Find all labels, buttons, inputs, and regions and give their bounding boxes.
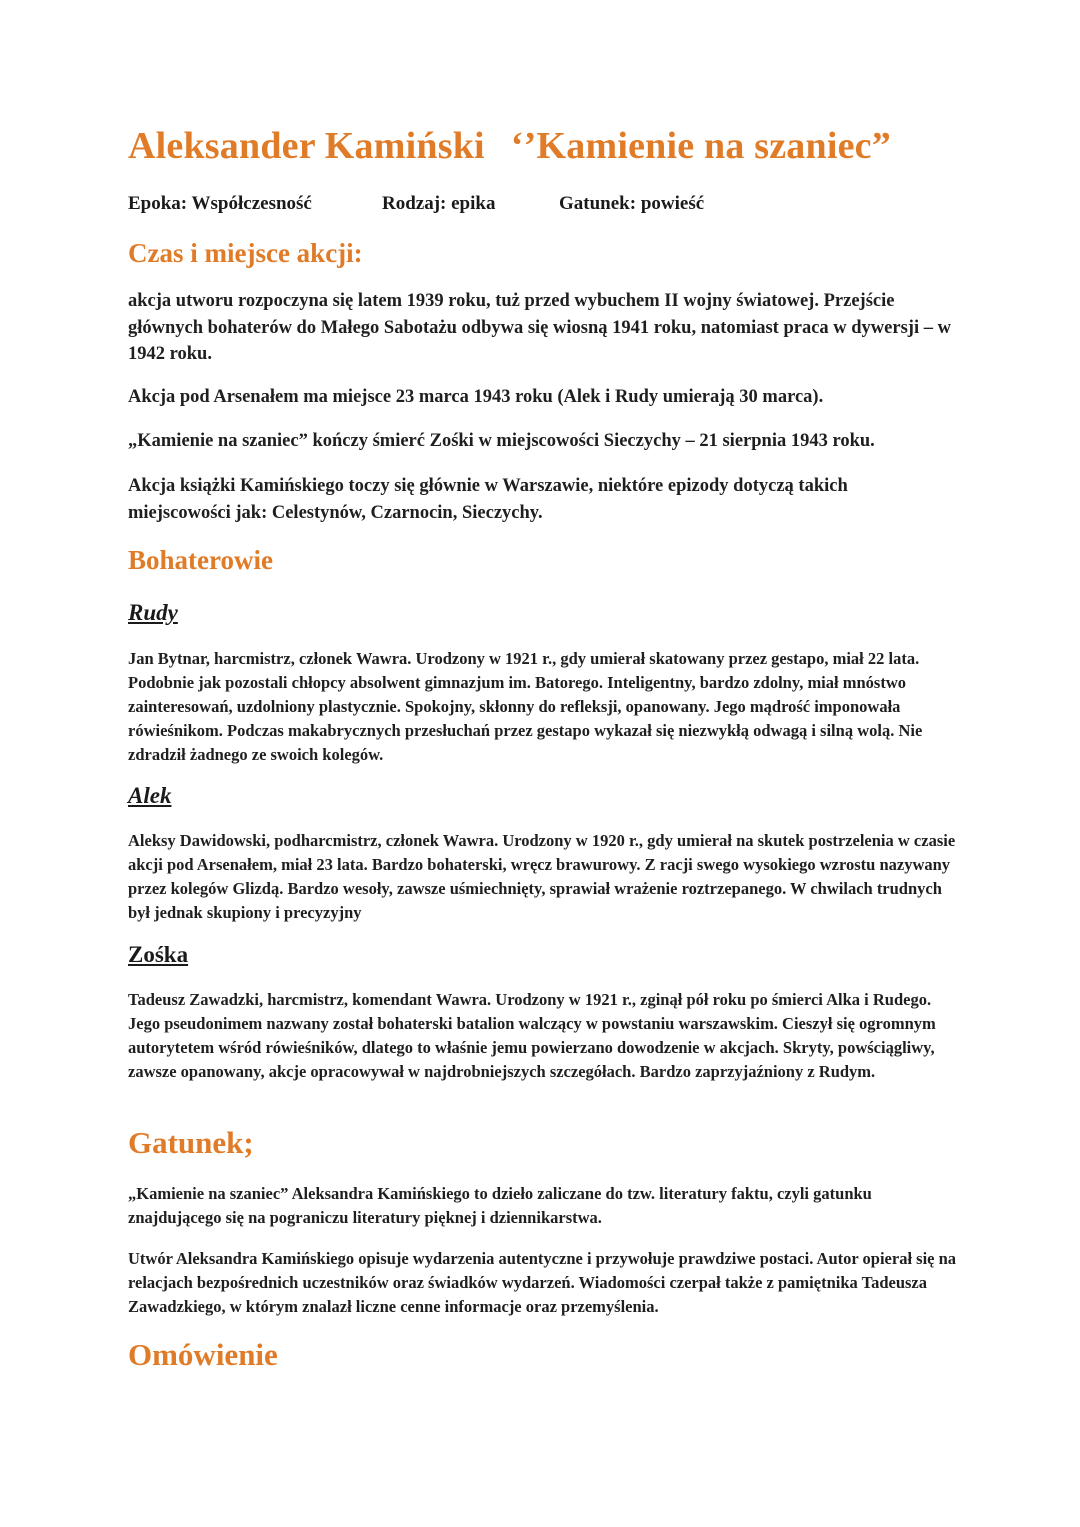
- meta-rodzaj: Rodzaj: epika: [382, 193, 496, 214]
- document-title: [128, 124, 891, 168]
- paragraph-czas-4: Akcja książki Kamińskiego toczy się głównie w Warszawie, niektóre epizody dotyczą takich miejscowości jak: Celestynów, Czarnocin, Sieczychy.: [128, 476, 848, 523]
- paragraph-gatunek-2: Utwór Aleksandra Kamińskiego opisuje wydarzenia autentyczne i przywołuje prawdziwe postaci. Autor opierał się na relacjach bezpośrednich uczestników oraz świadków wydarzeń. Wiadomości czerpał także z pamiętnika Tadeusza Zawadzkiego, w którym znalazł liczne cenne informacje oraz przemyślenia.: [128, 1249, 957, 1316]
- paragraph-rudy: Jan Bytnar, harcmistrz, członek Wawra. Urodzony w 1921 r., gdy umierał skatowany przez gestapo, miał 22 lata. Podobnie jak pozostali chłopcy absolwent gimnazjum im. Batorego. Inteligentny, bardzo zdolny, miał mnóstwo zainteresowań, uzdolniony plastycznie. Spokojny, skłonny do refleksji, opanowany. Jego mądrość imponowała rówieśnikom. Podczas makabrycznych przesłuchań przez gestapo wykazał się niezwykłą odwagą i silną wolą. Nie zdradził żadnego ze swoich kolegów.: [128, 649, 923, 764]
- paragraph-gatunek-1: „Kamienie na szaniec” Aleksandra Kamińskiego to dzieło zaliczane do tzw. literatury faktu, czyli gatunku znajdującego się na pograniczu literatury pięknej i dziennikarstwa.: [128, 1184, 872, 1227]
- heading-omowienie: Omówienie: [128, 1337, 278, 1372]
- heading-bohaterowie: Bohaterowie: [128, 545, 273, 575]
- meta-epoka: Epoka: Współczesność: [128, 193, 312, 214]
- heading-gatunek: Gatunek;: [128, 1125, 254, 1160]
- paragraph-czas-3: „Kamienie na szaniec” kończy śmierć Zośki w miejscowości Sieczychy – 21 sierpnia 1943 roku.: [128, 431, 875, 451]
- paragraph-czas-2: Akcja pod Arsenałem ma miejsce 23 marca 1943 roku (Alek i Rudy umierają 30 marca).: [128, 387, 824, 407]
- heading-alek: Alek: [128, 783, 172, 808]
- paragraph-zoska: Tadeusz Zawadzki, harcmistrz, komendant Wawra. Urodzony w 1921 r., zginął pół roku po śmierci Alka i Rudego. Jego pseudonimem nazwany został bohaterski batalion walczący w powstaniu warszawskim. Cieszył się ogromnym autorytetem wśród rówieśników, dlatego to właśnie jemu powierzano dowodzenie w akcjach. Skryty, powściągliwy, zawsze opanowany, akcje opracowywał w najdrobniejszych szczegółach. Bardzo zaprzyjaźniony z Rudym.: [128, 990, 936, 1081]
- meta-gatunek: Gatunek: powieść: [559, 193, 705, 214]
- paragraph-alek: Aleksy Dawidowski, podharcmistrz, członek Wawra. Urodzony w 1920 r., gdy umierał na skutek postrzelenia w czasie akcji pod Arsenałem, miał 23 lata. Bardzo bohaterski, wręcz brawurowy. Z racji swego wysokiego wzrostu nazywany przez kolegów Glizdą. Bardzo wesoły, zawsze uśmiechnięty, sprawiał wrażenie roztrzepanego. W chwilach trudnych był jednak skupiony i precyzyjny: [128, 831, 956, 922]
- heading-czas-i-miejsce: Czas i miejsce akcji:: [128, 238, 363, 268]
- heading-zoska: Zośka: [128, 942, 189, 967]
- heading-rudy: Rudy: [128, 600, 178, 625]
- paragraph-czas-1: akcja utworu rozpoczyna się latem 1939 roku, tuż przed wybuchem II wojny światowej. Przejście głównych bohaterów do Małego Sabotażu odbywa się wiosną 1941 roku, natomiast praca w dywersji – w 1942 roku.: [128, 291, 951, 364]
- title-work: ‘’Kamienie na szaniec”: [510, 125, 891, 167]
- title-author: Aleksander Kamiński: [128, 125, 485, 167]
